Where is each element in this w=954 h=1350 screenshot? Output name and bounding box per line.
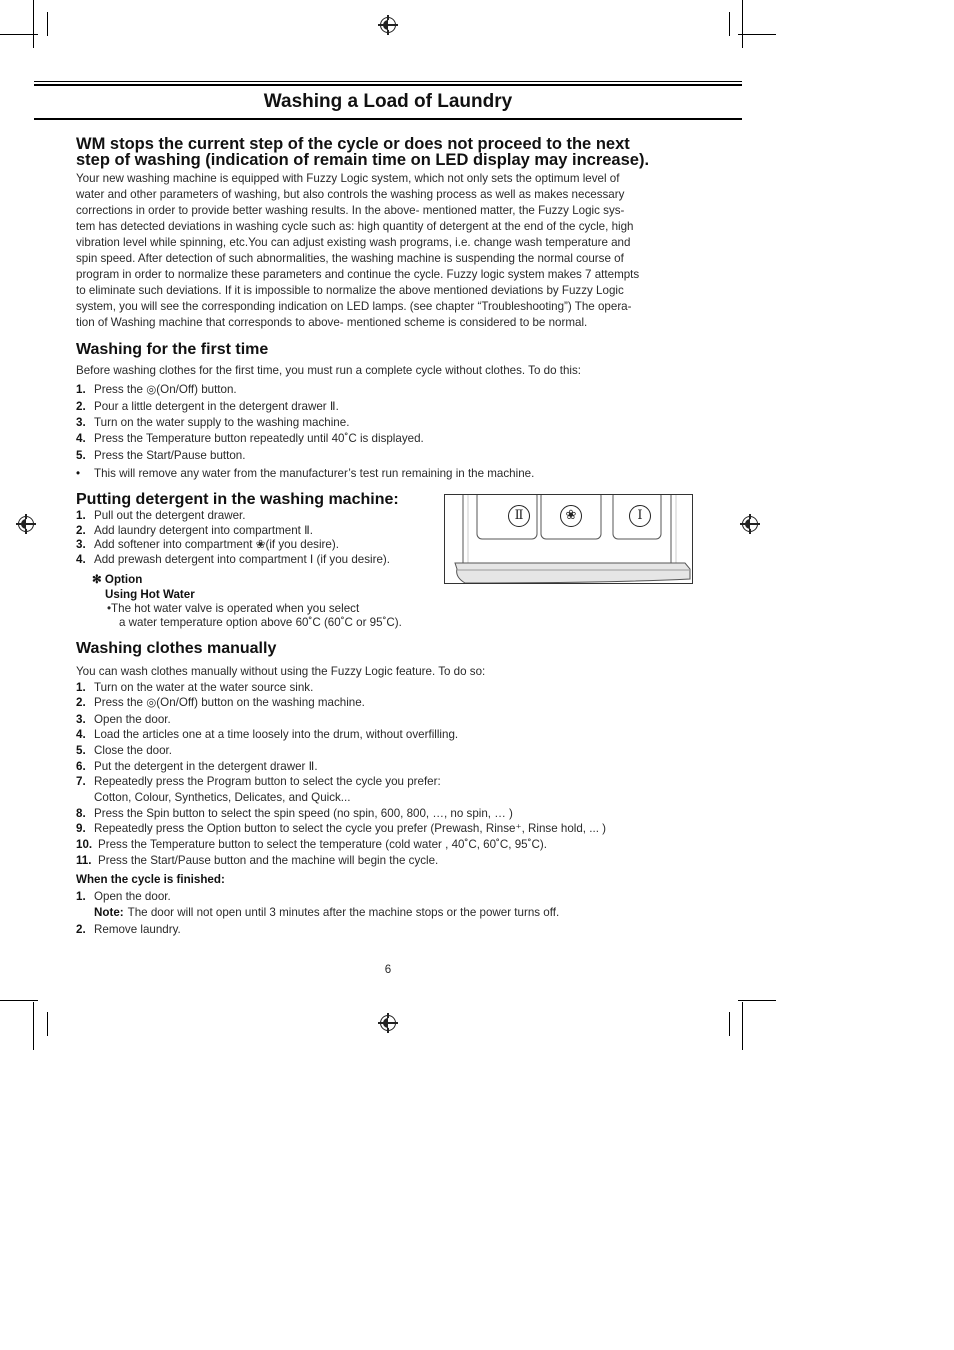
step-number: 10.: [76, 838, 93, 851]
step-number: 3.: [76, 416, 86, 429]
prewash-compartment-icon: Ⅰ: [629, 505, 651, 527]
step-text: Add laundry detergent into compartment Ⅱ.: [94, 524, 314, 537]
step-text: Load the articles one at a time loosely into the drum, without overfilling.: [94, 728, 459, 741]
bullet: •: [76, 467, 81, 480]
step-text: Pull out the detergent drawer.: [94, 509, 246, 522]
step-text: Turn on the water supply to the washing machine.: [94, 416, 350, 429]
registration-mark-icon: [18, 516, 34, 532]
list-item: [76, 743, 172, 758]
option-text: •The hot water valve is operated when you select: [107, 602, 360, 615]
step-number: 9.: [76, 822, 86, 835]
title-rule-top-thick: [34, 84, 742, 86]
list-item: [76, 680, 313, 695]
intro-heading: [76, 136, 716, 168]
step-text: Open the door.: [94, 713, 171, 726]
title-rule-top: [34, 81, 742, 82]
main-wash-compartment-icon: Ⅱ: [508, 505, 530, 527]
crop-mark: [0, 1000, 38, 1001]
intro-line: system, you will see the corresponding indication on LED lamps. (see chapter “Troubleshooting”) The opera-: [76, 300, 632, 313]
step-number: 4.: [76, 728, 86, 741]
step-text: Press the Start/Pause button and the machine will begin the cycle.: [98, 854, 439, 867]
step-text: Close the door.: [94, 744, 172, 757]
detergent-drawer-illustration: [444, 494, 693, 584]
intro-line: tem has detected deviations in washing cycle such as: high quantity of detergent at the end of the cycle, high: [76, 220, 634, 233]
step-number: 8.: [76, 807, 86, 820]
step-text: Repeatedly press the Option button to select the cycle you prefer (Prewash, Rinse⁺, Rinse hold, ... ): [94, 822, 606, 835]
crop-mark: [0, 34, 38, 35]
step-number: 3.: [76, 538, 86, 551]
intro-line: program in order to normalize these parameters and continue the cycle. Fuzzy logic system makes 7 attempts: [76, 268, 640, 281]
step-text: Repeatedly press the Program button to select the cycle you prefer:: [94, 775, 441, 788]
step-text: Turn on the water at the water source sink.: [94, 681, 314, 694]
intro-line: tion of Washing machine that corresponds to above- mentioned scheme is considered to be normal.: [76, 316, 588, 329]
intro-heading-line: WM stops the current step of the cycle or does not proceed to the next: [76, 135, 630, 153]
list-item: [76, 508, 245, 523]
list-item: [76, 853, 438, 868]
step-number: 11.: [76, 854, 92, 867]
registration-mark-icon: [380, 1015, 396, 1031]
step-text: Add softener into compartment ❀(if you desire).: [94, 538, 339, 551]
step-number: 2.: [76, 524, 86, 537]
page-title: Washing a Load of Laundry: [263, 91, 513, 112]
step-text: Remove laundry.: [94, 923, 181, 936]
step-number: 7.: [76, 775, 86, 788]
step-number: 3.: [76, 713, 86, 726]
crop-mark: [729, 1012, 730, 1036]
list-item: [76, 431, 424, 446]
step-text: Press the ◎(On/Off) button on the washing machine.: [94, 696, 365, 709]
list-item: [76, 399, 339, 414]
step-text: Press the Start/Pause button.: [94, 449, 246, 462]
step-number: 2.: [76, 400, 86, 413]
step-text: Pour a little detergent in the detergent drawer Ⅱ.: [94, 400, 339, 413]
step-text: Put the detergent in the detergent drawer Ⅱ.: [94, 760, 318, 773]
intro-heading-line: step of washing (indication of remain time on LED display may increase).: [76, 151, 650, 169]
intro-paragraph: [76, 171, 702, 331]
manual-lead: You can wash clothes manually without using the Fuzzy Logic feature. To do so:: [76, 665, 486, 678]
step-number: 2.: [76, 696, 86, 709]
step-text: Add prewash detergent into compartment Ⅰ (if you desire).: [94, 553, 390, 566]
crop-mark: [738, 1000, 776, 1001]
list-item: [76, 790, 350, 805]
crop-mark: [47, 12, 48, 36]
intro-line: spin speed. After detection of such abnormalities, the washing machine is suspending the normal course of: [76, 252, 624, 265]
list-item: [76, 759, 318, 774]
note-text: The door will not open until 3 minutes after the machine stops or the power turns off.: [127, 906, 560, 919]
option-label: ✻ Option: [92, 573, 143, 586]
list-item: [76, 415, 349, 430]
step-number: 1.: [76, 383, 86, 396]
step-text: This will remove any water from the manufacturer’s test run remaining in the machine.: [94, 467, 535, 480]
step-number: 5.: [76, 744, 86, 757]
step-number: 1.: [76, 681, 86, 694]
intro-line: water and other parameters of washing, but also controls the washing process as well as makes necessary: [76, 188, 625, 201]
step-number: 5.: [76, 449, 86, 462]
list-item: [76, 806, 513, 821]
intro-line: to eliminate such deviations. If it is impossible to normalize the above mentioned deviations by Fuzzy Logic: [76, 284, 624, 297]
step-number: 4.: [76, 432, 86, 445]
step-text: Press the Temperature button to select the temperature (cold water , 40˚C, 60˚C, 95˚C).: [98, 838, 547, 851]
note-label: Note:: [94, 906, 124, 919]
list-item: [76, 523, 313, 538]
step-text: Open the door.: [94, 890, 171, 903]
list-item: [76, 448, 245, 463]
list-item: [76, 382, 237, 397]
registration-mark-icon: [742, 516, 758, 532]
crop-mark: [742, 0, 743, 48]
step-number: 4.: [76, 553, 86, 566]
crop-mark: [738, 34, 776, 35]
crop-mark: [33, 0, 34, 48]
note: [94, 905, 559, 920]
step-text: Press the ◎(On/Off) button.: [94, 383, 237, 396]
intro-line: vibration level while spinning, etc.You can adjust existing wash programs, i.e. change wash temperature and: [76, 236, 631, 249]
list-item: [76, 466, 534, 481]
crop-mark: [33, 1002, 34, 1050]
step-number: 1.: [76, 509, 86, 522]
finished-heading: When the cycle is finished:: [76, 873, 225, 886]
list-item: [76, 821, 606, 836]
option-text: a water temperature option above 60˚C (60˚C or 95˚C).: [119, 616, 402, 629]
step-text: Press the Spin button to select the spin speed (no spin, 600, 800, …, no spin, … ): [94, 807, 513, 820]
list-item: [76, 695, 365, 710]
list-item: [76, 552, 390, 567]
softener-compartment-icon: ❀: [560, 505, 582, 527]
section-heading-detergent: Putting detergent in the washing machine:: [76, 491, 399, 508]
list-item: [76, 712, 171, 727]
title-rule-bottom: [34, 118, 742, 120]
step-number: 1.: [76, 890, 86, 903]
step-text: Press the Temperature button repeatedly until 40˚C is displayed.: [94, 432, 424, 445]
first-time-lead: Before washing clothes for the first time, you must run a complete cycle without clothes. To do this:: [76, 364, 581, 377]
step-number: 6.: [76, 760, 86, 773]
intro-line: corrections in order to provide better washing results. In the above- mentioned matter, the Fuzzy Logic sys-: [76, 204, 625, 217]
step-number: 2.: [76, 923, 86, 936]
registration-mark-icon: [380, 17, 396, 33]
list-item: [76, 727, 458, 742]
crop-mark: [729, 12, 730, 36]
list-item: [76, 537, 339, 552]
list-item: [76, 837, 547, 852]
section-heading-first-time: Washing for the first time: [76, 341, 269, 358]
step-text: Cotton, Colour, Synthetics, Delicates, and Quick...: [94, 791, 351, 804]
option-title: Using Hot Water: [105, 588, 195, 601]
crop-mark: [742, 1002, 743, 1050]
list-item: [76, 922, 181, 937]
intro-line: Your new washing machine is equipped with Fuzzy Logic system, which not only sets the optimum level of: [76, 172, 620, 185]
list-item: [76, 774, 441, 789]
crop-mark: [47, 1012, 48, 1036]
page-number: 6: [384, 963, 392, 976]
section-heading-manual: Washing clothes manually: [76, 640, 277, 657]
list-item: [76, 889, 171, 904]
